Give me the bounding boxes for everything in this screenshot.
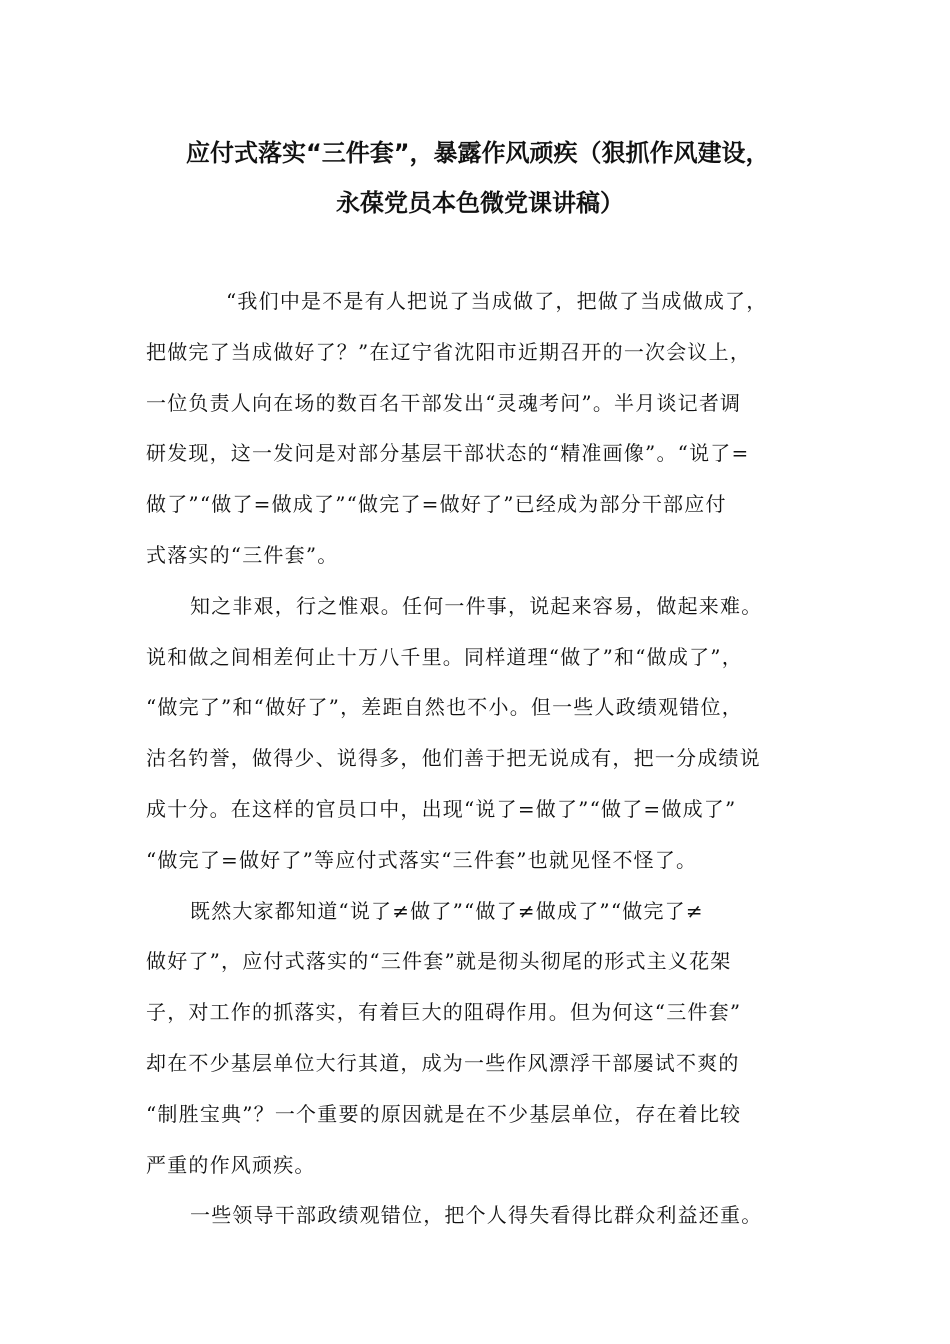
paragraph-2-line: 说和做之间相差何止十万八千里。同样道理“做了”和“做成了”， [146, 644, 743, 669]
paragraph-1-line: 式落实的“三件套”。 [146, 542, 339, 567]
document-body [146, 276, 810, 1241]
paragraph-3-line: 却在不少基层单位大行其道，成为一些作风漂浮干部屡试不爽的 [146, 1050, 740, 1075]
paragraph-3-line: 做好了”，应付式落实的“三件套”就是彻头彻尾的形式主义花架 [146, 949, 732, 974]
paragraph-2-line: 成十分。在这样的官员口中，出现“说了=做了”“做了=做成了” [146, 796, 737, 821]
title-line-1: 应付式落实“三件套”，暴露作风顽疾（狠抓作风建设， [186, 139, 770, 167]
paragraph-3-line: “制胜宝典”？一个重要的原因就是在不少基层单位，存在着比较 [146, 1101, 742, 1126]
paragraph-1-line: “我们中是不是有人把说了当成做了，把做了当成做成了， [226, 289, 768, 313]
paragraph-1-line: 研发现，这一发问是对部分基层干部状态的“精准画像”。“说了= [146, 441, 750, 466]
paragraph-1-line: 一位负责人向在场的数百名干部发出“灵魂考问”。半月谈记者调 [146, 390, 742, 415]
paragraph-2-line: 沽名钓誉，做得少、说得多，他们善于把无说成有，把一分成绩说 [146, 746, 761, 771]
paragraph-1-line: 做了”“做了=做成了”“做完了=做好了”已经成为部分干部应付 [146, 492, 727, 517]
paragraph-1-line: 把做完了当成做好了？”在辽宁省沈阳市近期召开的一次会议上， [146, 339, 752, 364]
paragraph-2-line: “做完了”和“做好了”，差距自然也不小。但一些人政绩观错位， [146, 695, 743, 720]
paragraph-3-line: 子，对工作的抓落实，有着巨大的阻碍作用。但为何这“三件套” [146, 1000, 742, 1025]
paragraph-2-line: “做完了=做好了”等应付式落实“三件套”也就见怪不怪了。 [146, 847, 698, 872]
paragraph-4-line: 一些领导干部政绩观错位，把个人得失看得比群众利益还重。 [190, 1203, 763, 1228]
paragraph-3-line: 既然大家都知道“说了≠做了”“做了≠做成了”“做完了≠ [190, 898, 704, 923]
document-title [150, 128, 810, 228]
title-line-2: 永葆党员本色微党课讲稿） [336, 189, 624, 217]
paragraph-2-line: 知之非艰，行之惟艰。任何一件事，说起来容易，做起来难。 [190, 593, 763, 618]
paragraph-3-line: 严重的作风顽疾。 [146, 1152, 316, 1177]
